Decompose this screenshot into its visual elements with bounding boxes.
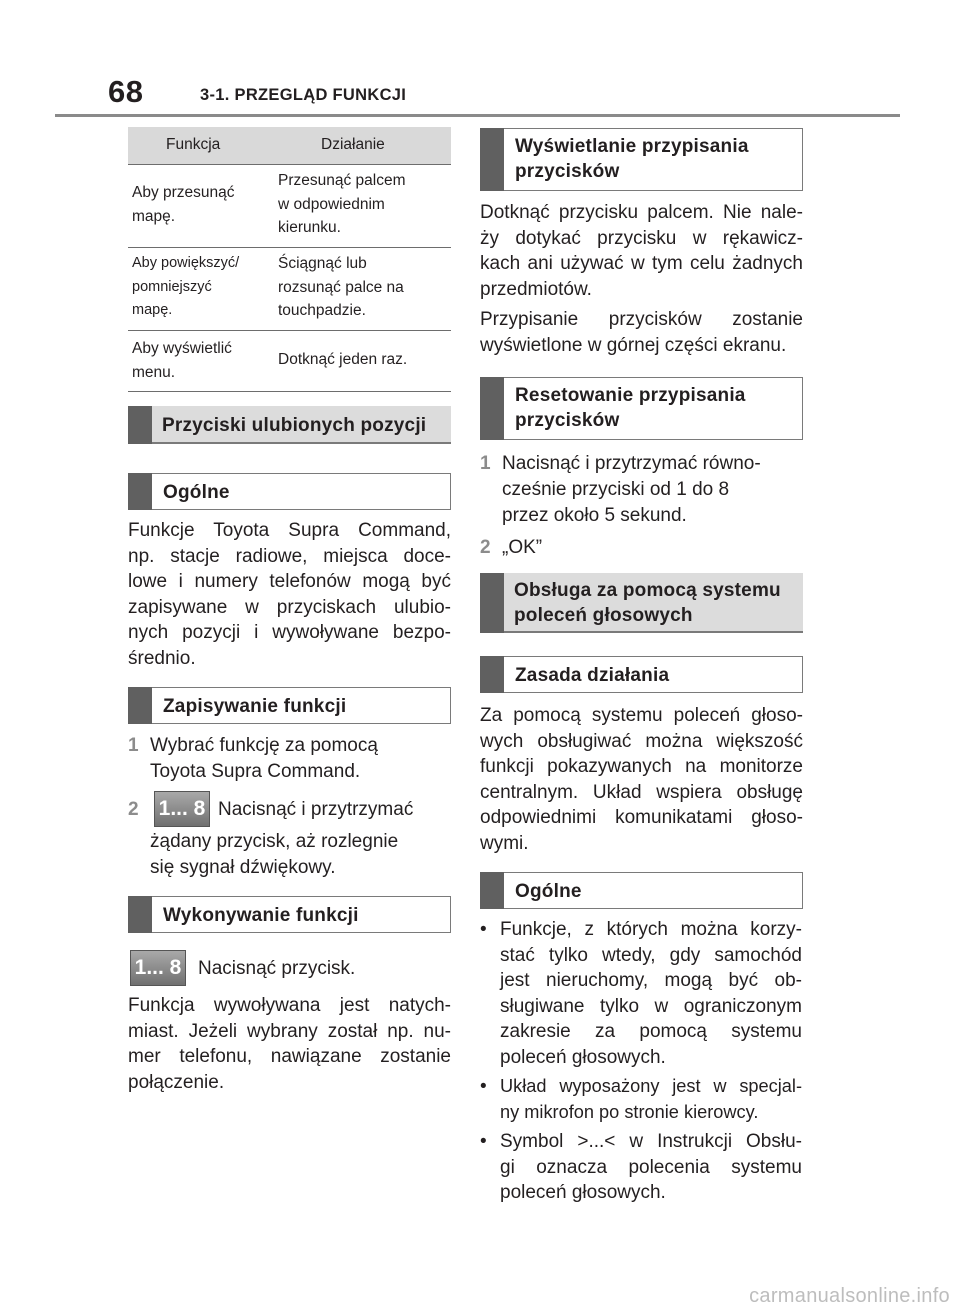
table-cell: Aby przesunąć [132,184,235,201]
table-cell: pomniejszyć [132,278,212,295]
step-1 [128,733,451,789]
general-paragraph [128,518,451,672]
table-cell: kierunku. [278,219,341,236]
section-heading-text: poleceń głosowych [514,605,693,626]
text-line: Dotknąć przycisku palcem. Nie nale- [480,202,803,223]
text-line: np. stacje radiowe, miejsca doce- [128,545,451,567]
text-line: gi oznacza polecenia systemu [500,1156,802,1178]
watermark: carmanualsonline.info [749,1285,950,1307]
text-line: Funkcje Toyota Supra Command, [128,520,451,541]
table-header-function: Funkcja [166,136,221,153]
bullet-icon: • [480,919,487,940]
text-line: stać tylko wtedy, gdy samochód [500,944,802,966]
header-rule [55,114,900,117]
text-line: poleceń głosowych. [500,1182,666,1204]
table-cell: menu. [132,363,176,381]
text-line: funkcji pokazywanych na monitorze [480,756,803,778]
subsection-heading-general [128,473,451,510]
subsection-heading-show-assignment [480,128,803,191]
subsection-heading-text: Wykonywanie funkcji [163,905,359,926]
step-text: Nacisnąć przycisk. [198,958,356,979]
subsection-heading-save [128,687,451,724]
table-row [128,248,451,331]
table-cell: Dotknąć jeden raz. [278,351,408,368]
subsection-heading-general-2 [480,872,803,909]
section-title: 3-1. PRZEGLĄD FUNKCJI [200,86,407,104]
subsection-heading-text: Zasada działania [515,665,670,686]
step-number: 1 [128,735,139,756]
table-cell: touchpadzie. [278,302,366,319]
text-line: Funkcje, z których można korzy- [500,919,802,940]
text-line: jest nieruchomy, mogą być ob- [500,970,802,992]
text-line: sługiwane tylko w ograniczonym [500,995,802,1017]
table-cell: mapę. [132,207,176,225]
table-cell: Aby wyświetlić [132,340,232,357]
text-line: nych pozycji i wywoływane bezpo- [128,622,451,644]
text-line: Funkcja wywoływana jest natych- [128,995,451,1016]
bullet-item [480,917,803,1077]
subsection-heading-text: przycisków [515,161,620,182]
function-table [128,127,451,392]
bullet-icon: • [480,1131,487,1152]
text-line: wyświetlone w górnej części ekranu. [480,334,787,356]
step-text: Nacisnąć i przytrzymać równo- [502,453,761,474]
text-line: wych obsługiwać można większość [480,730,803,752]
subsection-heading-reset [480,377,803,440]
text-line: centralnym. Układ wspiera obsługę [480,781,803,803]
section-heading-favorites [128,406,451,444]
step-number: 2 [480,537,491,558]
text-line: zapisywane w przyciskach ulubio- [128,596,451,618]
text-line: miast. Jeżeli wybrany został np. nu- [128,1020,451,1042]
text-line: średnio. [128,647,196,669]
text-line: ny mikrofon po stronie kierowcy. [500,1101,759,1122]
favorite-key-1-8-icon: 1... 8 [154,791,210,827]
step-text: Wybrać funkcję za pomocą [150,735,378,756]
table-row [128,331,451,392]
table-row [128,165,451,248]
text-line: połączenie. [128,1071,225,1093]
step-text: przez około 5 sekund. [502,505,687,526]
table-header [128,127,451,165]
principle-paragraph [480,703,803,857]
page-number: 68 [108,74,144,109]
bullet-icon: • [480,1076,487,1097]
table-cell: Ściągnąć lub [278,255,367,272]
table-cell: Aby powiększyć/ [132,255,240,271]
subsection-heading-text: Ogólne [163,482,230,503]
section-heading-text: Przyciski ulubionych pozycji [162,415,427,436]
text-line: lowe i numery telefonów mogą być [128,571,451,593]
step-text: Toyota Supra Command. [150,761,361,782]
table-cell: Przesunąć palcem [278,172,406,189]
step-text: Nacisnąć i przytrzymać [218,799,414,820]
subsection-heading-text: Wyświetlanie przypisania [515,136,749,157]
step-text: cześnie przyciski od 1 do 8 [502,479,730,500]
step-number: 2 [128,799,139,820]
reset-step-1 [480,451,803,531]
step-number: 1 [480,453,491,474]
step-text: „OK” [502,537,543,558]
bullet-item [480,1074,803,1130]
text-line: Za pomocą systemu poleceń głoso- [480,705,803,726]
text-line: odpowiednimi komunikatami głoso- [480,807,803,829]
section-heading-text: Obsługa za pomocą systemu [514,580,781,601]
execute-instruction [198,956,355,982]
text-line: Przypisanie przycisków zostanie [480,309,803,330]
bullet-item [480,1129,803,1209]
table-cell: rozsunąć palce na [278,278,404,296]
text-line: wymi. [480,832,529,854]
subsection-heading-text: Ogólne [515,881,582,902]
text-line: Symbol >...< w Instrukcji Obsłu- [500,1131,802,1152]
favorite-key-1-8-icon: 1... 8 [130,950,186,986]
text-line: przedmiotów. [480,278,592,300]
subsection-heading-execute [128,896,451,933]
show-paragraph-2 [480,307,803,358]
execute-paragraph [128,993,451,1095]
subsection-heading-text: przycisków [515,410,620,431]
table-header-action: Działanie [321,136,385,153]
subsection-heading-text: Resetowanie przypisania [515,385,746,406]
text-line: Układ wyposażony jest w specjal- [500,1076,802,1096]
reset-step-2 [480,535,803,563]
step-2 [128,795,451,885]
text-line: zakresie za pomocą systemu [500,1021,802,1043]
show-paragraph-1 [480,200,803,302]
table-cell: w odpowiednim [278,195,385,213]
subsection-heading-text: Zapisywanie funkcji [163,696,347,717]
text-line: kach ani używać w tym celu żadnych [480,253,803,275]
step-text: żądany przycisk, aż rozlegnie [150,831,399,852]
text-line: poleceń głosowych. [500,1046,666,1068]
subsection-heading-principle [480,656,803,693]
text-line: ży dotykać przycisku w rękawicz- [480,227,803,249]
text-line: mer telefonu, nawiązane zostanie [128,1046,451,1068]
table-cell: mapę. [132,302,173,318]
section-heading-voice [480,573,803,633]
step-text: się sygnał dźwiękowy. [150,857,336,878]
